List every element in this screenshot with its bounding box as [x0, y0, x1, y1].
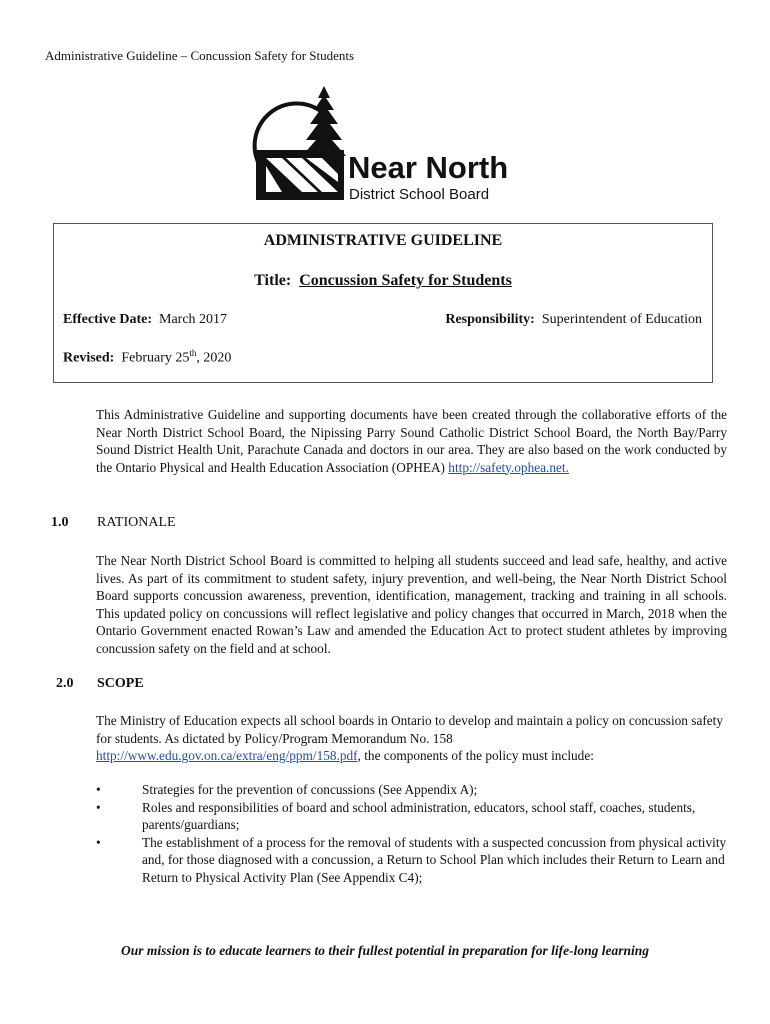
section-number-rationale: 1.0: [51, 515, 69, 530]
section-title-rationale: RATIONALE: [97, 515, 176, 530]
school-board-logo: [252, 86, 512, 206]
box-heading: ADMINISTRATIVE GUIDELINE: [263, 232, 503, 249]
bullet-icon: •: [96, 799, 101, 815]
scope-text-before: The Ministry of Education expects all school boards in Ontario to develop and maintain a policy on concussion safety for students. As dictated by Policy/Program Memorandum No. 158: [96, 713, 724, 746]
list-item: [96, 834, 736, 887]
revised-date: [63, 348, 231, 367]
bullet-icon: •: [96, 782, 101, 797]
title-label: Title:: [254, 272, 292, 289]
intro-paragraph: [96, 406, 727, 476]
mission-statement: Our mission is to educate learners to their fullest potential in preparation for life-long learning: [120, 943, 650, 958]
guideline-title: [54, 272, 712, 290]
rationale-paragraph: The Near North District School Board is committed to helping all students succeed and lead safe, healthy, and active lives. As part of its commitment to student safety, injury prevention, and well-being, the Near North District School Board supports concussion awareness, prevention, identification, management, tracking and training in all schools. This updated policy on concussions will reflect legislative and policy changes that occurred in March, 2018 when the Ontario Government enacted Rowan’s Law and amended the Education Act to protect student athletes by improving concussion safety on the field and at school.: [96, 553, 727, 656]
effective-label: Effective Date:: [63, 312, 153, 327]
logo-name-line2: District School Board: [349, 186, 490, 203]
section-title-scope: SCOPE: [97, 676, 144, 691]
revised-value-suffix: , 2020: [196, 350, 232, 366]
section-number-scope: 2.0: [56, 676, 74, 691]
scope-paragraph: [96, 712, 727, 765]
revised-value-prefix: February 25: [121, 350, 190, 366]
scope-text-after: , the components of the policy must include:: [357, 748, 594, 763]
list-item: [96, 799, 736, 834]
responsibility-value: Superintendent of Education: [541, 312, 702, 327]
logo-name-line1: Near North: [348, 150, 509, 185]
nn-mark-icon: [256, 150, 344, 200]
bullet-text: Strategies for the prevention of concussions (See Appendix A);: [142, 782, 478, 797]
revised-label: Revised:: [63, 350, 115, 366]
ophea-link[interactable]: http://safety.ophea.net.: [448, 459, 569, 475]
guideline-info-box: [53, 223, 713, 383]
bullet-text: Roles and responsibilities of board and school administration, educators, school staff, coaches, students, parents/guardians;: [142, 799, 696, 832]
responsibility: [445, 312, 702, 328]
title-value: Concussion Safety for Students: [299, 272, 512, 289]
revised-value-sup: th: [189, 348, 197, 358]
list-item: [96, 781, 736, 799]
effective-date: [63, 312, 227, 328]
bullet-text: The establishment of a process for the removal of students with a suspected concussion from physical activity and, for those diagnosed with a concussion, a Return to School Plan which includes their Return to Learn and Return to Physical Activity Plan (See Appendix C4);: [142, 834, 727, 885]
ppm-158-link[interactable]: http://www.edu.gov.on.ca/extra/eng/ppm/158.pdf: [96, 748, 358, 763]
bullet-icon: •: [96, 834, 101, 850]
responsibility-label: Responsibility:: [445, 312, 535, 327]
running-header: Administrative Guideline – Concussion Safety for Students: [45, 48, 355, 63]
scope-bullet-list: [96, 781, 736, 886]
intro-text: This Administrative Guideline and supporting documents have been created through the collaborative efforts of the Near North District School Board, the Nipissing Parry Sound Catholic District School Board, the North Bay/Parry Sound District Health Unit, Parachute Canada and doctors in our area. They are also based on the work conducted by the Ontario Physical and Health Education Association (OPHEA): [96, 407, 727, 475]
effective-value: March 2017: [159, 312, 228, 327]
